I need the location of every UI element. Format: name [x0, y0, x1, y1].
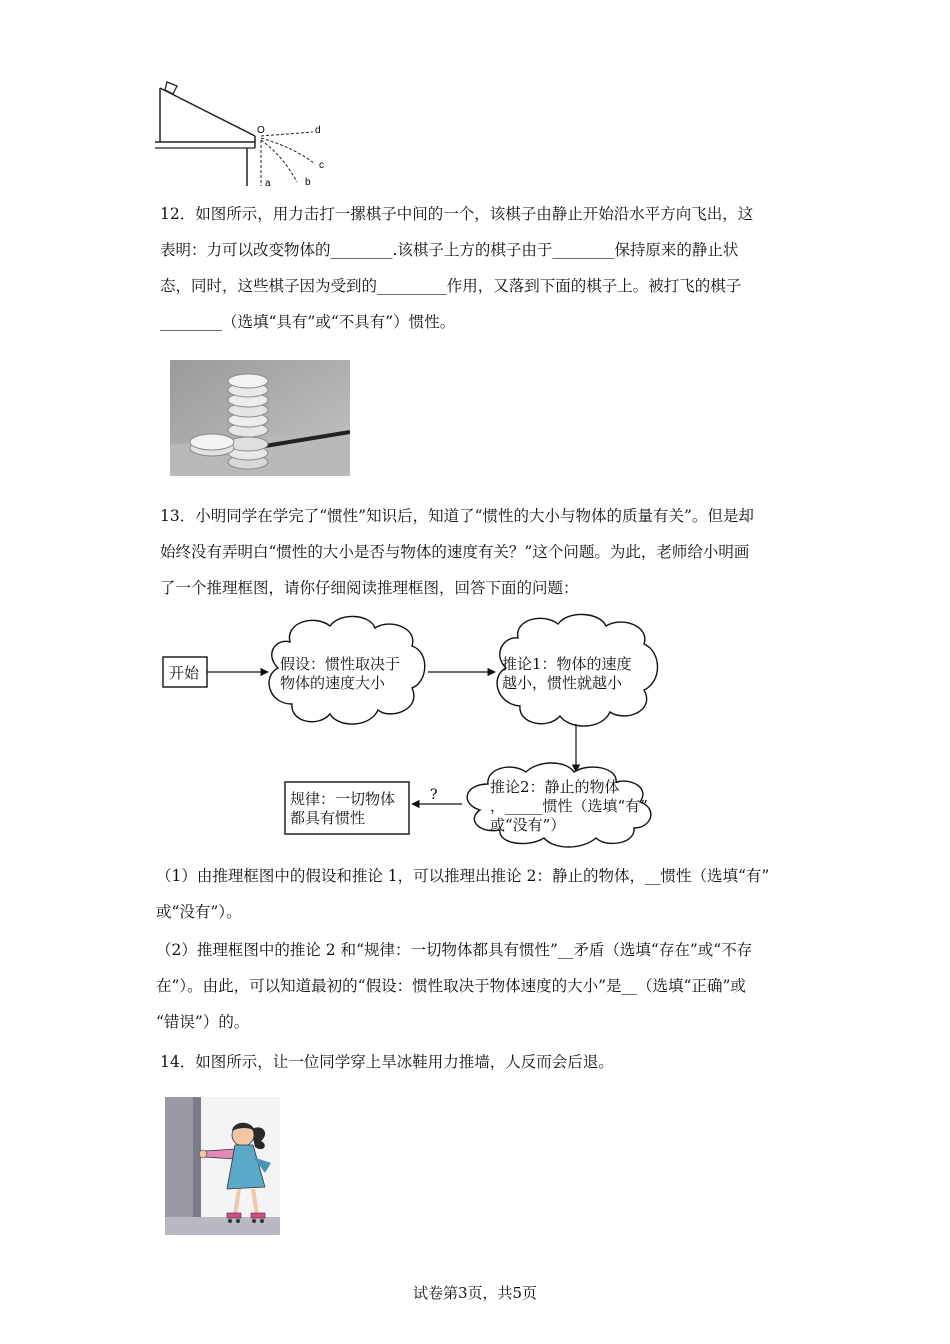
hypothesis-text — [280, 655, 400, 693]
q13-line: 了一个推理框图，请你仔细阅读推理框图，回答下面的问题： — [160, 579, 579, 597]
law-line: 规律：一切物体 — [290, 790, 396, 808]
q13-sub1-line: （1）由推理框图中的假设和推论 1，可以推理出推论 2：静止的物体，__惯性（选填“有” — [156, 867, 770, 885]
inference2-line: 推论2：静止的物体 — [490, 778, 620, 796]
question-mark: ? — [430, 787, 438, 803]
label-b: b — [305, 177, 311, 188]
question-13 — [160, 498, 800, 606]
q13-line: 13．小明同学在学完了“惯性”知识后，知道了“惯性的大小与物体的质量有关”。但是却 — [160, 507, 754, 525]
q13-sub2-line: （2）推理框图中的推论 2 和“规律：一切物体都具有惯性”__矛盾（选填“存在”或“不存 — [156, 941, 753, 959]
inference1-line: 越小，惯性就越小 — [502, 674, 623, 692]
path-d — [261, 132, 313, 136]
q13-sub2-line: 在”）。由此，可以知道最初的“假设：惯性取决于物体速度的大小”是__（选填“正确”或 — [156, 977, 746, 995]
q13-sub2-line: “错误”）的。 — [156, 1013, 250, 1031]
checker-stack-photo — [170, 360, 350, 476]
inference2-text — [490, 778, 648, 835]
label-o: O — [257, 125, 265, 136]
ramp-line — [160, 88, 255, 136]
q12-line: 12．如图所示，用力击打一摞棋子中间的一个，该棋子由静止开始沿水平方向飞出，这 — [160, 205, 754, 223]
q13-line: 始终没有弄明白“惯性的大小是否与物体的速度有关？”这个问题。为此，老师给小明画 — [160, 543, 750, 561]
question-14 — [160, 1044, 800, 1080]
law-line: 都具有惯性 — [290, 809, 366, 827]
start-label: 开始 — [169, 664, 200, 682]
page-footer: 试卷第3页，共5页 — [412, 1284, 538, 1302]
label-c: c — [319, 160, 324, 171]
question-13-part-2 — [156, 932, 796, 1040]
inference2-line: ，_____惯性（选填“有” — [490, 797, 648, 815]
hypothesis-line: 假设：惯性取决于 — [280, 655, 401, 673]
law-text — [290, 790, 395, 828]
question-13-part-1 — [156, 858, 796, 930]
flying-checker — [190, 434, 234, 456]
q13-sub1-line: 或“没有”）。 — [156, 903, 242, 921]
inference1-line: 推论1：物体的速度 — [502, 655, 632, 673]
label-a: a — [265, 178, 271, 189]
girl-pushing-wall-figure — [165, 1097, 280, 1235]
hypothesis-line: 物体的速度大小 — [280, 674, 386, 692]
checker-stack — [228, 374, 268, 469]
ramp-figure — [155, 78, 335, 190]
inference2-line: 或“没有”） — [490, 816, 566, 834]
q12-line: 表明：力可以改变物体的________.该棋子上方的棋子由于________保持原来的静止状 — [160, 241, 739, 259]
question-12 — [160, 196, 800, 340]
path-c — [261, 138, 315, 164]
q12-line: 态，同时，这些棋子因为受到的_________作用，又落到下面的棋子上。被打飞的棋子 — [160, 277, 742, 295]
inference1-text — [502, 655, 632, 693]
path-b — [261, 140, 297, 182]
q12-line: ________（选填“具有”或“不具有”）惯性。 — [160, 313, 456, 331]
q14-line: 14．如图所示，让一位同学穿上旱冰鞋用力推墙，人反而会后退。 — [160, 1053, 614, 1071]
label-d: d — [315, 125, 321, 136]
